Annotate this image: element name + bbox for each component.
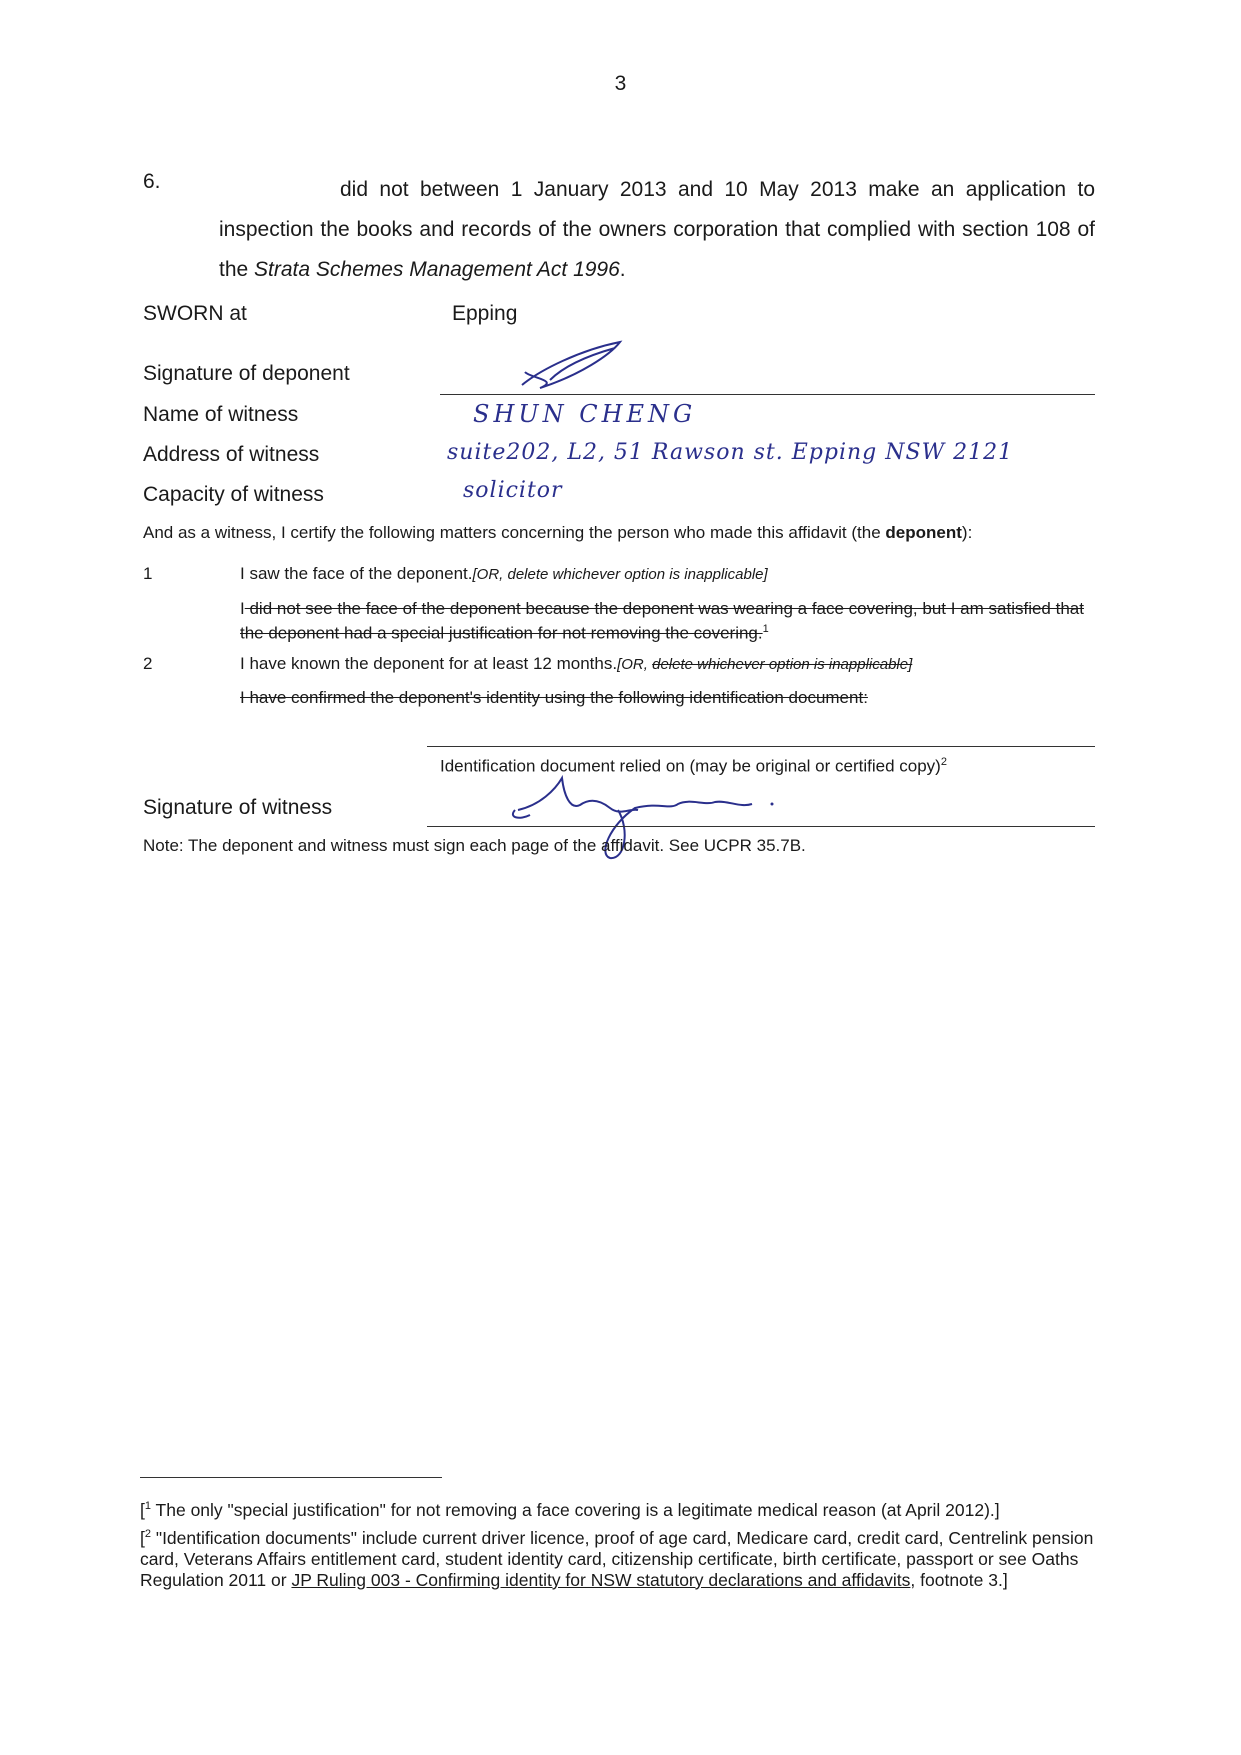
deponent-signature	[520, 340, 640, 395]
cert-item-1b-struck: did not see the face of the deponent because the deponent was wearing a face covering, but I am satisfied that the deponent had a special justification for not removing the covering.	[240, 599, 1084, 643]
witness-address-handwritten: suite202, L2, 51 Rawson st. Epping NSW 2121	[447, 440, 1014, 465]
paragraph-end: .	[619, 258, 626, 281]
cert-item-1-note: [OR, delete whichever option is inapplicable]	[472, 566, 768, 583]
footnote-2-open: [	[140, 1527, 145, 1548]
cert-item-number: 1	[143, 564, 153, 583]
footnote-1-text: The only "special justification" for not removing a face covering is a legitimate medical reason (at April 2012).]	[151, 1499, 1000, 1520]
deponent-signature-line	[440, 394, 1095, 395]
cert-item-1b-prefix: I	[240, 599, 245, 618]
paragraph-number: 6.	[143, 170, 161, 193]
cert-item-2-option-b: I have confirmed the deponent's identity using the following identification document:	[240, 688, 868, 707]
cert-item-1-option-a	[240, 564, 768, 584]
deponent-signature-label: Signature of deponent	[143, 362, 350, 385]
footnote-ref-1: 1	[762, 623, 769, 635]
witness-address-label: Address of witness	[143, 443, 320, 466]
sworn-label: SWORN at	[143, 302, 247, 325]
cert-item-2-text: I have known the deponent for at least 12 months.	[240, 654, 618, 673]
page-number: 3	[614, 72, 627, 95]
footnote-2	[140, 1524, 1100, 1591]
cert-item-2-option-a	[240, 654, 912, 674]
deponent-term: deponent	[885, 523, 962, 542]
footnote-2-mark: 2	[144, 1528, 151, 1540]
cert-item-2-note-struck: delete whichever option is inapplicable]	[652, 656, 913, 673]
certification-intro-end: ):	[961, 523, 973, 542]
witness-signature-line	[427, 826, 1095, 827]
footnote-2-text: "Identification documents" include current driver licence, proof of age card, Medicare card, credit card, Centrelink pension card, Veterans Affairs entitlement card, student identity card, citizenship certificate, birth certificate, passport or see Oaths Regulation 2011 or	[140, 1527, 1094, 1590]
certification-intro	[143, 523, 972, 543]
paragraph-body: did not between 1 January 2013 and 10 May 2013 make an application to inspection the books and records of the owners corporation that complied with section 108 of the	[219, 178, 1095, 281]
jp-ruling-link[interactable]: JP Ruling 003 - Confirming identity for NSW statutory declarations and affidavits	[291, 1569, 911, 1590]
paragraph-text	[219, 170, 1095, 290]
act-title: Strata Schemes Management Act 1996	[254, 258, 620, 281]
id-document-line	[427, 746, 1095, 747]
footnote-1	[140, 1496, 1100, 1521]
witness-capacity-label: Capacity of witness	[143, 483, 324, 506]
footnote-1-mark: 1	[144, 1500, 151, 1512]
witness-capacity-handwritten: solicitor	[463, 478, 563, 503]
id-document-caption-text: Identification document relied on (may be original or certified copy)	[440, 756, 941, 776]
footnote-2-tail: , footnote 3.]	[910, 1569, 1008, 1590]
footnote-separator	[140, 1477, 442, 1478]
witness-signature-label: Signature of witness	[143, 796, 333, 819]
sworn-place: Epping	[452, 302, 518, 325]
footnote-ref-2: 2	[940, 756, 947, 768]
footnote-1-open: [	[140, 1499, 145, 1520]
certification-intro-text: And as a witness, I certify the following matters concerning the person who made this affidavit (the	[143, 523, 886, 542]
cert-item-1-option-b	[240, 598, 1090, 644]
cert-item-1-text: I saw the face of the deponent.	[240, 564, 473, 583]
witness-name-handwritten: SHUN CHENG	[473, 400, 697, 428]
witness-name-label: Name of witness	[143, 403, 299, 426]
signing-note: Note: The deponent and witness must sign each page of the affidavit. See UCPR 35.7B.	[143, 836, 806, 855]
cert-item-2-note-prefix: [OR,	[617, 656, 653, 673]
cert-item-number: 2	[143, 654, 153, 673]
